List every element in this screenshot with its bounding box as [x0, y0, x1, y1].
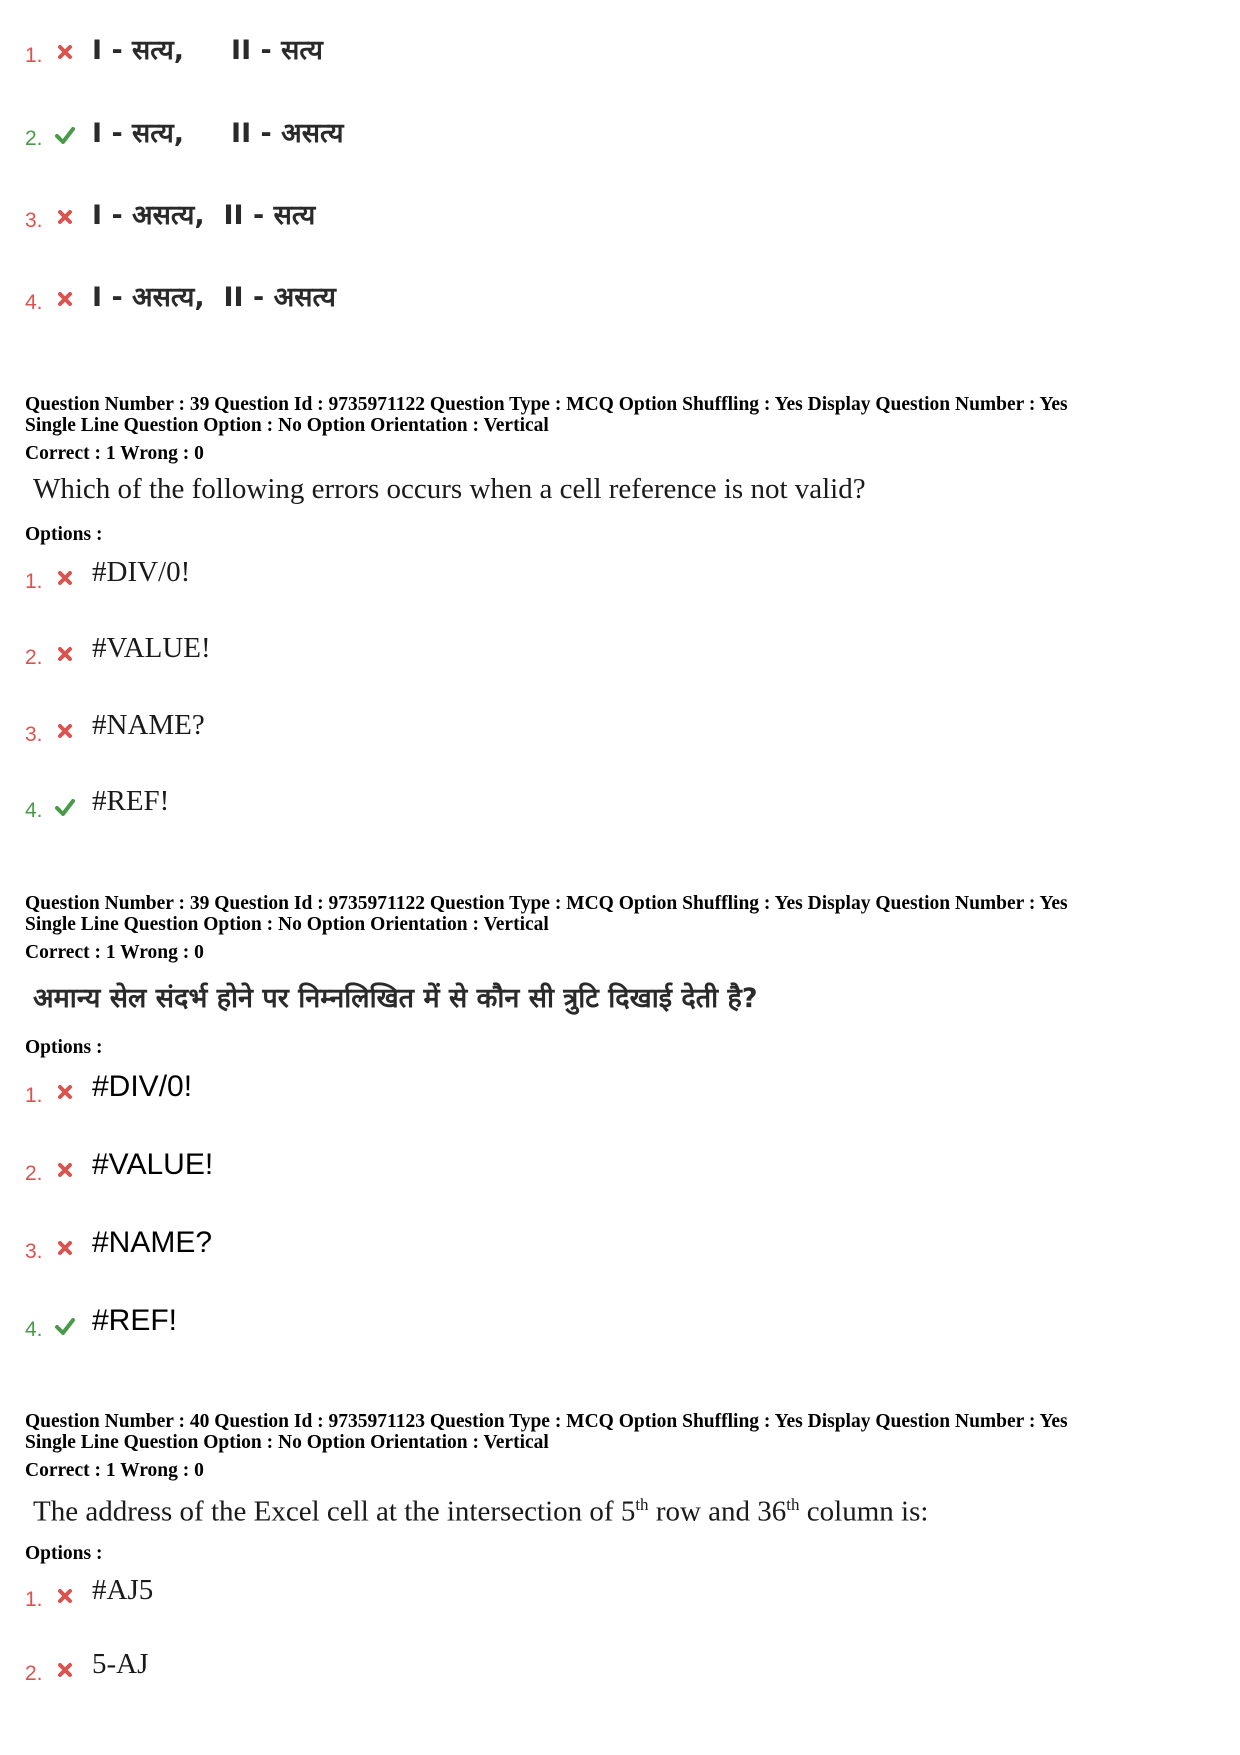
option-number: 1. — [25, 570, 43, 593]
question-meta — [25, 893, 1068, 935]
option-number: 2. — [25, 1662, 43, 1685]
cross-icon — [55, 568, 75, 588]
option-number: 3. — [25, 723, 43, 746]
question-text — [33, 1495, 928, 1529]
cross-icon — [55, 1160, 75, 1180]
option-text: I - असत्य, II - असत्य — [92, 282, 336, 313]
check-icon — [55, 125, 75, 145]
option-number: 2. — [25, 1162, 43, 1185]
option-text: #VALUE! — [92, 1148, 214, 1181]
cross-icon — [55, 207, 75, 227]
option-number: 4. — [25, 291, 43, 314]
option-number: 3. — [25, 209, 43, 232]
option-number: 1. — [25, 44, 43, 67]
option-text: #REF! — [92, 1304, 178, 1337]
option-text: #NAME? — [92, 1226, 213, 1259]
meta-line: Single Line Question Option : No Option Orientation : Vertical — [25, 1432, 549, 1453]
question-text-part: column is: — [799, 1495, 929, 1528]
options-label: Options : — [25, 1037, 103, 1058]
cross-icon — [55, 721, 75, 741]
question-text: Which of the following errors occurs when a cell reference is not valid? — [33, 473, 866, 505]
option-number: 2. — [25, 646, 43, 669]
ordinal-suffix: th — [635, 1495, 649, 1514]
option-text: I - सत्य, II - असत्य — [92, 118, 344, 149]
question-text-part: row and 36 — [648, 1495, 787, 1528]
options-label: Options : — [25, 1543, 103, 1564]
option-text: I - सत्य, II - सत्य — [92, 35, 323, 66]
marks-info: Correct : 1 Wrong : 0 — [25, 942, 204, 963]
question-text-part: The address of the Excel cell at the intersection of 5 — [33, 1495, 636, 1528]
cross-icon — [55, 1082, 75, 1102]
option-text: #AJ5 — [92, 1574, 154, 1606]
cross-icon — [55, 644, 75, 664]
check-icon — [55, 797, 75, 817]
option-text: #NAME? — [92, 709, 205, 741]
option-text: I - असत्य, II - सत्य — [92, 200, 316, 231]
meta-line: Single Line Question Option : No Option Orientation : Vertical — [25, 914, 549, 935]
question-text: अमान्य सेल संदर्भ होने पर निम्नलिखित में से कौन सी त्रुटि दिखाई देती है? — [33, 983, 758, 1014]
option-text: 5-AJ — [92, 1648, 149, 1680]
option-text: #DIV/0! — [92, 1070, 193, 1103]
marks-info: Correct : 1 Wrong : 0 — [25, 1460, 204, 1481]
option-text: #REF! — [92, 785, 170, 817]
cross-icon — [55, 1660, 75, 1680]
check-icon — [55, 1316, 75, 1336]
ordinal-suffix: th — [786, 1495, 800, 1514]
meta-line: Question Number : 39 Question Id : 9735971122 Question Type : MCQ Option Shuffling : Yes Display Question Number : Yes — [25, 893, 1068, 914]
option-number: 1. — [25, 1084, 43, 1107]
option-text: #DIV/0! — [92, 556, 191, 588]
option-text: #VALUE! — [92, 632, 211, 664]
question-meta — [25, 394, 1068, 436]
meta-line: Question Number : 39 Question Id : 9735971122 Question Type : MCQ Option Shuffling : Yes Display Question Number : Yes — [25, 394, 1068, 415]
cross-icon — [55, 42, 75, 62]
option-number: 4. — [25, 1318, 43, 1341]
question-meta — [25, 1411, 1068, 1453]
option-number: 1. — [25, 1588, 43, 1611]
meta-line: Single Line Question Option : No Option Orientation : Vertical — [25, 415, 549, 436]
options-label: Options : — [25, 524, 103, 545]
marks-info: Correct : 1 Wrong : 0 — [25, 443, 204, 464]
cross-icon — [55, 1238, 75, 1258]
option-number: 2. — [25, 127, 43, 150]
option-number: 4. — [25, 799, 43, 822]
cross-icon — [55, 1586, 75, 1606]
meta-line: Question Number : 40 Question Id : 9735971123 Question Type : MCQ Option Shuffling : Yes Display Question Number : Yes — [25, 1411, 1068, 1432]
cross-icon — [55, 289, 75, 309]
option-number: 3. — [25, 1240, 43, 1263]
